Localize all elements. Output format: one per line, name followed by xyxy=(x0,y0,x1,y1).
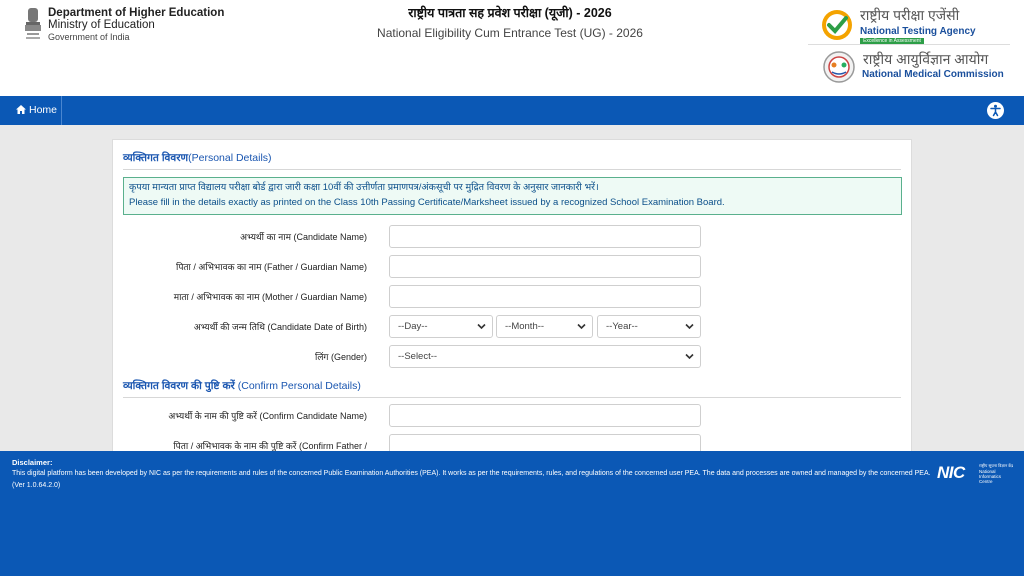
nta-check-icon xyxy=(820,8,854,42)
mother-name-label: माता / अभिभावक का नाम (Mother / Guardian Name) xyxy=(173,292,367,302)
dob-year-value: --Year-- xyxy=(606,321,638,332)
confirm-details-heading-hindi: व्यक्तिगत विवरण की पुष्टि करें xyxy=(123,380,235,392)
nav-home-link[interactable] xyxy=(0,96,62,125)
nic-logo-text: NIC xyxy=(937,463,965,482)
confirm-candidate-name-label: अभ्यर्थी के नाम की पुष्टि करें (Confirm Candidate Name) xyxy=(168,411,367,421)
chevron-down-icon xyxy=(685,353,694,360)
accessibility-button[interactable] xyxy=(987,102,1004,119)
section-divider xyxy=(123,169,901,170)
gender-select[interactable] xyxy=(389,345,701,368)
ministry-name: Ministry of Education xyxy=(48,19,155,31)
chevron-down-icon xyxy=(577,323,586,330)
candidate-name-input[interactable] xyxy=(389,225,701,248)
dob-day-value: --Day-- xyxy=(398,321,428,332)
main-navbar xyxy=(0,96,1024,125)
personal-details-heading xyxy=(123,151,272,165)
dob-day-select[interactable] xyxy=(389,315,493,338)
mother-name-input[interactable] xyxy=(389,285,701,308)
nic-name-hindi: राष्ट्रीय सूचना विज्ञान केंद्र xyxy=(979,463,1013,468)
confirm-details-heading xyxy=(123,379,361,393)
chevron-down-icon xyxy=(477,323,486,330)
father-name-label: पिता / अभिभावक का नाम (Father / Guardian Name) xyxy=(175,262,367,272)
department-info xyxy=(48,7,224,43)
accessibility-icon xyxy=(987,102,1004,119)
nic-name-english: National Informatics Centre xyxy=(979,469,1002,484)
registration-form-card xyxy=(112,139,912,459)
logo-divider xyxy=(808,44,1010,45)
confirm-father-name-label: पिता / अभिभावक के नाम की पुष्टि करें (Confirm Father / xyxy=(173,441,367,451)
nta-tagline: Excellence in Assessment xyxy=(860,38,924,44)
personal-details-heading-hindi: व्यक्तिगत विवरण xyxy=(123,152,189,164)
nmc-logo xyxy=(818,48,1018,88)
candidate-name-label: अभ्यर्थी का नाम (Candidate Name) xyxy=(240,232,367,242)
dob-year-select[interactable] xyxy=(597,315,701,338)
nic-logo xyxy=(937,462,1013,484)
nmc-emblem-icon xyxy=(822,50,856,84)
national-emblem-icon xyxy=(22,6,44,42)
gender-value: --Select-- xyxy=(398,351,438,362)
notice-text-hindi: कृपया मान्यता प्राप्त विद्यालय परीक्षा बोर्ड द्वारा जारी कक्षा 10वीं की उत्तीर्णता प्रमाणपत्र/अंकसूची पर मुद्रित विवरण के अनुसार जानकारी भरें। xyxy=(129,182,599,193)
gender-label: लिंग (Gender) xyxy=(314,352,367,362)
exam-title-hindi: राष्ट्रीय पात्रता सह प्रवेश परीक्षा (यूजी) - 2026 xyxy=(408,6,612,20)
exam-title-english: National Eligibility Cum Entrance Test (UG) - 2026 xyxy=(377,26,643,40)
nta-name-hindi: राष्ट्रीय परीक्षा एजेंसी xyxy=(860,7,960,23)
personal-details-heading-english: (Personal Details) xyxy=(188,152,272,164)
nta-logo xyxy=(818,5,1008,45)
disclaimer-text: This digital platform has been developed by NIC as per the requirements and rules of the concerned Public Examination Authorities (PEA). It works as per the requirements, rules, and regulations of the concerned user PEA. The data and processes are owned and managed by the concerned PEA. (Ver 1.0.64.2.0) xyxy=(12,470,931,489)
department-name: Department of Higher Education xyxy=(48,7,225,19)
instruction-notice xyxy=(123,177,902,215)
government-name: Government of India xyxy=(48,32,130,42)
exam-title xyxy=(300,4,720,40)
nav-home-label: Home xyxy=(29,104,58,116)
father-name-input[interactable] xyxy=(389,255,701,278)
confirm-details-heading-english: (Confirm Personal Details) xyxy=(234,380,361,392)
home-icon xyxy=(16,105,26,114)
dob-month-select[interactable] xyxy=(496,315,593,338)
nta-name-english: National Testing Agency xyxy=(860,26,976,37)
disclaimer-title: Disclaimer: xyxy=(12,458,53,467)
confirm-candidate-name-input[interactable] xyxy=(389,404,701,427)
chevron-down-icon xyxy=(685,323,694,330)
dob-label: अभ्यर्थी की जन्म तिथि (Candidate Date of Birth) xyxy=(193,322,367,332)
dob-month-value: --Month-- xyxy=(505,321,545,332)
nmc-name-english: National Medical Commission xyxy=(862,69,1004,80)
section-divider xyxy=(123,397,901,398)
nmc-name-hindi: राष्ट्रीय आयुर्विज्ञान आयोग xyxy=(863,51,989,67)
site-footer xyxy=(0,451,1024,576)
site-header xyxy=(0,0,1024,96)
notice-text-english: Please fill in the details exactly as printed on the Class 10th Passing Certificate/Marksheet issued by a recognized School Examination Board. xyxy=(129,197,725,208)
